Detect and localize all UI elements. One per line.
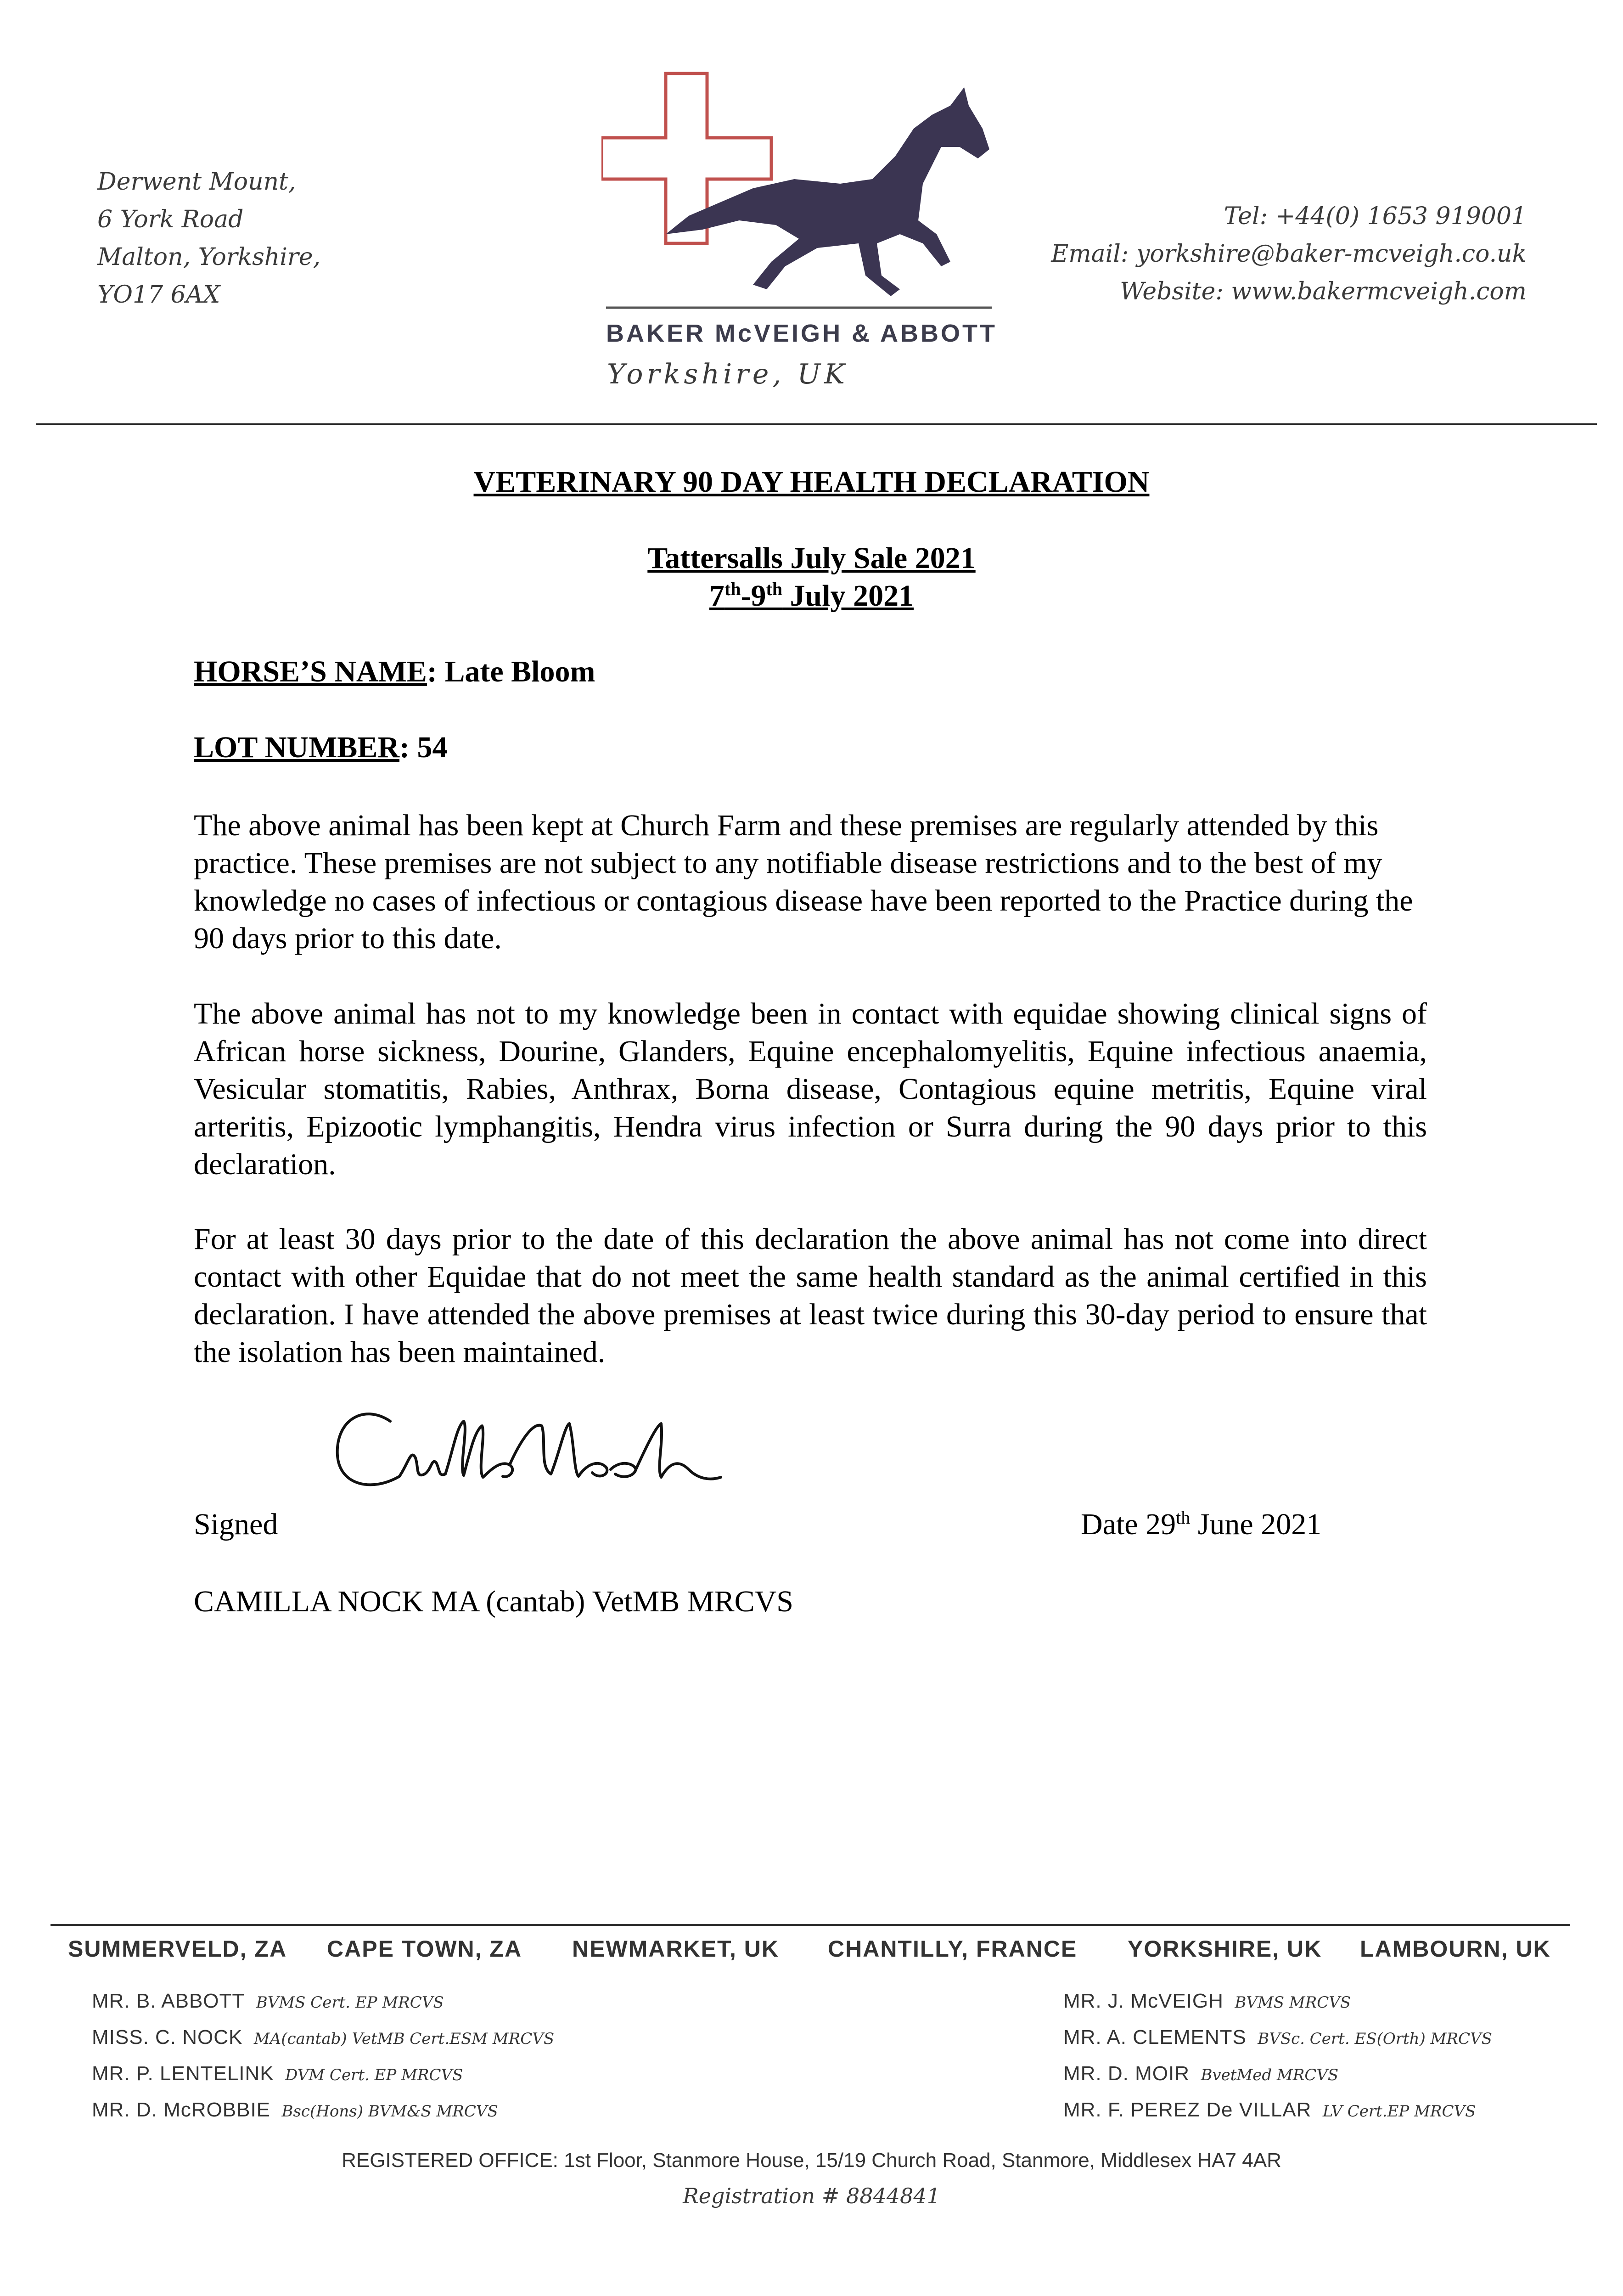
staff-member: MISS. C. NOCK MA(cantab) VetMB Cert.ESM MRCVS: [92, 2026, 555, 2048]
sale-name: Tattersalls July Sale 2021: [647, 541, 976, 575]
contact-phone: Tel: +44(0) 1653 919001: [1224, 203, 1527, 230]
staff-list-left: [92, 1984, 554, 2129]
contact-details: [1051, 197, 1527, 310]
contact-email: Email: yorkshire@baker-mcveigh.co.uk: [1051, 240, 1527, 268]
sale-dates: 7th-9th July 2021: [709, 579, 914, 613]
sale-info: [0, 540, 1623, 615]
lot-number-field: [194, 730, 448, 765]
lot-number-label: LOT NUMBER: [194, 731, 400, 764]
contact-website: Website: www.bakermcveigh.com: [1120, 278, 1527, 305]
horse-name-value: : Late Bloom: [427, 655, 595, 688]
staff-member: MR. J. McVEIGH BVMS MRCVS: [1063, 1990, 1351, 2012]
location-cape-town: CAPE TOWN, ZA: [327, 1936, 522, 1962]
staff-member: MR. P. LENTELINK DVM Cert. EP MRCVS: [92, 2062, 463, 2085]
location-yorkshire: YORKSHIRE, UK: [1128, 1936, 1322, 1962]
declaration-paragraph-premises: The above animal has been kept at Church Farm and these premises are regularly attended by this practice. These premises are not subject to any notifiable disease restrictions and to the best of my knowledge no cases of infectious or contagious disease have been reported to the Practice during the 90 days prior to this date.: [194, 809, 1413, 955]
footer-divider: [51, 1924, 1570, 1926]
practice-address: [97, 163, 320, 314]
header-divider: [36, 423, 1597, 425]
declaration-paragraph-diseases: The above animal has not to my knowledge been in contact with equidae showing clinical signs of African horse sickness, Dourine, Glanders, Equine encephalomyelitis, Equine infectious anaemia, Vesicular stomatitis, Rabies, Anthrax, Borna disease, Contagious equine metritis, Equine viral arteritis, Epizootic lymphangitis, Hendra virus infection or Surra during the 90 days prior to this declaration.: [194, 997, 1427, 1181]
registered-office: REGISTERED OFFICE: 1st Floor, Stanmore House, 15/19 Church Road, Stanmore, Middlesex HA7 4AR: [342, 2149, 1281, 2172]
staff-member: MR. B. ABBOTT BVMS Cert. EP MRCVS: [92, 1990, 444, 2012]
registration-number: Registration # 8844841: [683, 2183, 940, 2208]
declaration-date: Date 29th June 2021: [1081, 1507, 1322, 1541]
lot-number-value: : 54: [399, 731, 448, 764]
address-line: Malton, Yorkshire,: [97, 243, 321, 271]
address-line: 6 York Road: [97, 206, 244, 233]
staff-member: MR. D. McROBBIE Bsc(Hons) BVM&S MRCVS: [92, 2099, 498, 2121]
location-newmarket: NEWMARKET, UK: [572, 1936, 779, 1962]
signed-label: Signed: [194, 1508, 278, 1541]
horse-name-field: [194, 654, 595, 689]
vet-name: CAMILLA NOCK MA (cantab) VetMB MRCVS: [194, 1585, 793, 1618]
staff-member: MR. F. PEREZ De VILLAR LV Cert.EP MRCVS: [1063, 2099, 1476, 2121]
location-lambourn: LAMBOURN, UK: [1360, 1936, 1551, 1962]
staff-member: MR. D. MOIR BvetMed MRCVS: [1063, 2062, 1339, 2085]
document-title: VETERINARY 90 DAY HEALTH DECLARATION: [473, 465, 1150, 499]
horse-and-cross-logo-icon: [601, 69, 996, 326]
signature: [294, 1371, 753, 1536]
staff-member: MR. A. CLEMENTS BVSc. Cert. ES(Orth) MRCVS: [1063, 2026, 1492, 2048]
address-line: YO17 6AX: [97, 281, 220, 309]
firm-location: Yorkshire, UK: [607, 358, 848, 390]
location-chantilly: CHANTILLY, FRANCE: [828, 1936, 1078, 1962]
address-line: Derwent Mount,: [97, 168, 296, 196]
location-summerveld: SUMMERVELD, ZA: [68, 1936, 287, 1962]
firm-name: BAKER McVEIGH & ABBOTT: [606, 320, 998, 347]
declaration-paragraph-isolation: For at least 30 days prior to the date of this declaration the above animal has not come into direct contact with other Equidae that do not meet the same health standard as the animal certified in this declaration. I have attended the above premises at least twice during this 30-day period to ensure that the isolation has been maintained.: [194, 1222, 1427, 1369]
horse-name-label: HORSE’S NAME: [194, 655, 427, 688]
staff-list-right: [1063, 1984, 1492, 2129]
